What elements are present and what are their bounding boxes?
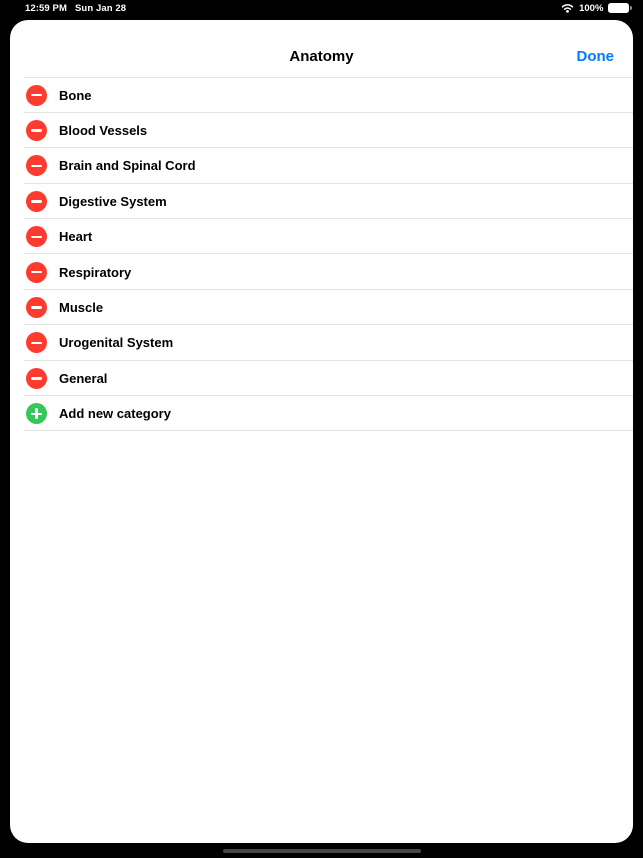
category-row	[10, 254, 633, 289]
category-row	[10, 184, 633, 219]
done-button[interactable]: Done	[576, 47, 614, 65]
category-label: Heart	[59, 229, 93, 245]
status-bar	[0, 0, 643, 20]
add-icon[interactable]	[26, 403, 47, 424]
battery-level	[608, 3, 629, 13]
delete-icon[interactable]	[26, 191, 47, 212]
delete-icon[interactable]	[26, 332, 47, 353]
category-row	[10, 219, 633, 254]
category-label: Respiratory	[59, 264, 132, 280]
delete-icon[interactable]	[26, 226, 47, 247]
delete-icon[interactable]	[26, 297, 47, 318]
category-label: Brain and Spinal Cord	[59, 158, 196, 174]
delete-icon[interactable]	[26, 262, 47, 283]
category-label: General	[59, 370, 108, 386]
category-label: Add new category	[59, 406, 171, 422]
battery-tip	[630, 6, 632, 10]
delete-icon[interactable]	[26, 120, 47, 141]
plus-bar	[35, 408, 37, 419]
add-category-row[interactable]	[10, 396, 633, 431]
category-row	[10, 78, 633, 113]
delete-icon[interactable]	[26, 368, 47, 389]
category-label: Blood Vessels	[59, 123, 148, 139]
battery-icon	[608, 3, 632, 13]
delete-icon[interactable]	[26, 85, 47, 106]
home-indicator[interactable]	[223, 849, 421, 854]
delete-icon[interactable]	[26, 155, 47, 176]
category-row	[10, 113, 633, 148]
category-label: Bone	[59, 87, 92, 103]
status-right	[561, 3, 632, 14]
category-list	[10, 78, 633, 432]
status-date: Sun Jan 28	[75, 2, 127, 14]
page-title: Anatomy	[289, 47, 354, 65]
wifi-icon	[561, 3, 574, 13]
battery-percent: 100%	[579, 2, 604, 14]
category-label: Urogenital System	[59, 335, 174, 351]
nav-bar	[10, 20, 633, 78]
category-row	[10, 325, 633, 360]
status-left	[25, 3, 126, 14]
category-label: Muscle	[59, 300, 104, 316]
category-row	[10, 290, 633, 325]
status-time: 12:59 PM	[25, 2, 67, 14]
category-row	[10, 361, 633, 396]
category-row	[10, 148, 633, 183]
anatomy-modal-sheet	[10, 20, 633, 843]
category-label: Digestive System	[59, 193, 167, 209]
